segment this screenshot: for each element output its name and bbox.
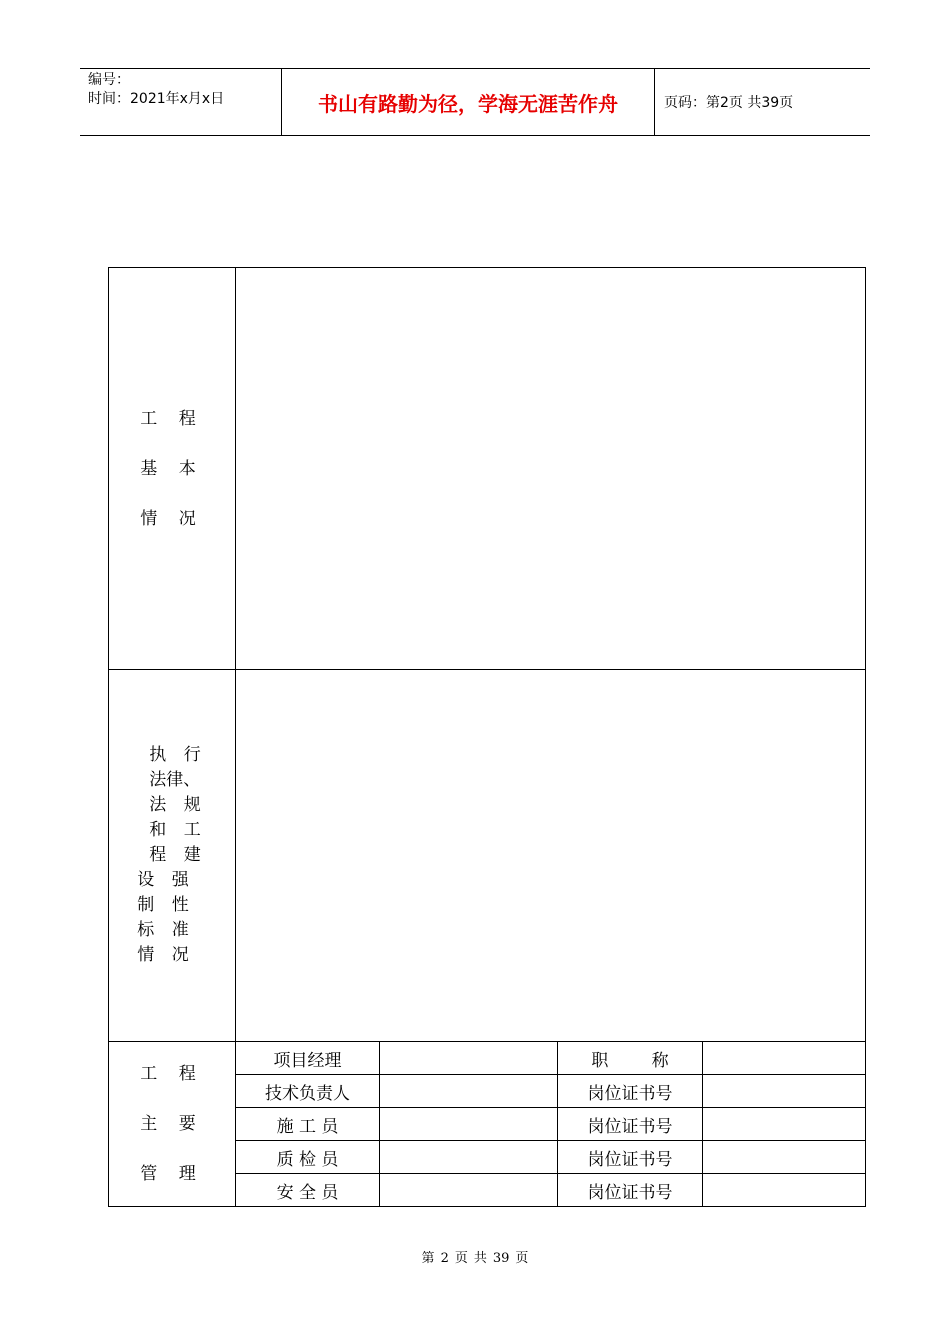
regulations-content-cell[interactable] [236,670,866,1042]
basic-info-label: 工 程 基 本 情 况 [140,408,204,529]
basic-info-label-cell [109,268,236,670]
header-top-rule [80,68,870,69]
page-footer: 第 2 页 共 39 页 [421,1251,529,1266]
document-number-label: 编号： [88,72,130,88]
staff-name-cell[interactable] [380,1075,558,1108]
document-date: 时间：2021年x月x日 [88,91,225,107]
management-label: 工 程 主 要 管 理 [140,1064,204,1184]
staff-field-value-cell[interactable] [703,1042,866,1075]
footer-total-pages: 39 [492,1251,510,1266]
header-motto: 书山有路勤为径，学海无涯苦作舟 [318,92,618,116]
regulations-row [109,670,866,1042]
basic-info-content-cell[interactable] [236,268,866,670]
staff-field-label-cell: 岗位证书号 [558,1108,703,1141]
header-bottom-rule [80,135,870,136]
regulations-label: 执 行 法律、 法 规 和 工 程 建 设 强 制 性 标 准 情 况 [137,745,207,965]
header-divider-left [281,68,282,135]
staff-role-cell: 质 检 员 [236,1141,380,1174]
project-info-form [108,267,866,1207]
staff-field-label-cell: 岗位证书号 [558,1141,703,1174]
staff-name-cell[interactable] [380,1174,558,1207]
management-label-cell [109,1042,236,1207]
staff-field-value-cell[interactable] [703,1174,866,1207]
basic-info-row [109,268,866,670]
staff-name-cell[interactable] [380,1141,558,1174]
staff-field-value-cell[interactable] [703,1075,866,1108]
header-divider-right [654,68,655,135]
staff-field-label-cell: 岗位证书号 [558,1174,703,1207]
staff-field-label-cell: 岗位证书号 [558,1075,703,1108]
staff-field-value-cell[interactable] [703,1141,866,1174]
staff-role-cell: 施 工 员 [236,1108,380,1141]
staff-name-cell[interactable] [380,1042,558,1075]
staff-field-value-cell[interactable] [703,1108,866,1141]
header-page-info: 页码：第2页 共39页 [664,95,794,111]
staff-field-label-cell: 职 称 [558,1042,703,1075]
staff-role-cell: 技术负责人 [236,1075,380,1108]
footer-page-number: 2 [440,1251,449,1266]
staff-name-cell[interactable] [380,1108,558,1141]
staff-role-cell: 项目经理 [236,1042,380,1075]
regulations-label-cell [109,670,236,1042]
staff-role-cell: 安 全 员 [236,1174,380,1207]
staff-row [109,1042,866,1075]
